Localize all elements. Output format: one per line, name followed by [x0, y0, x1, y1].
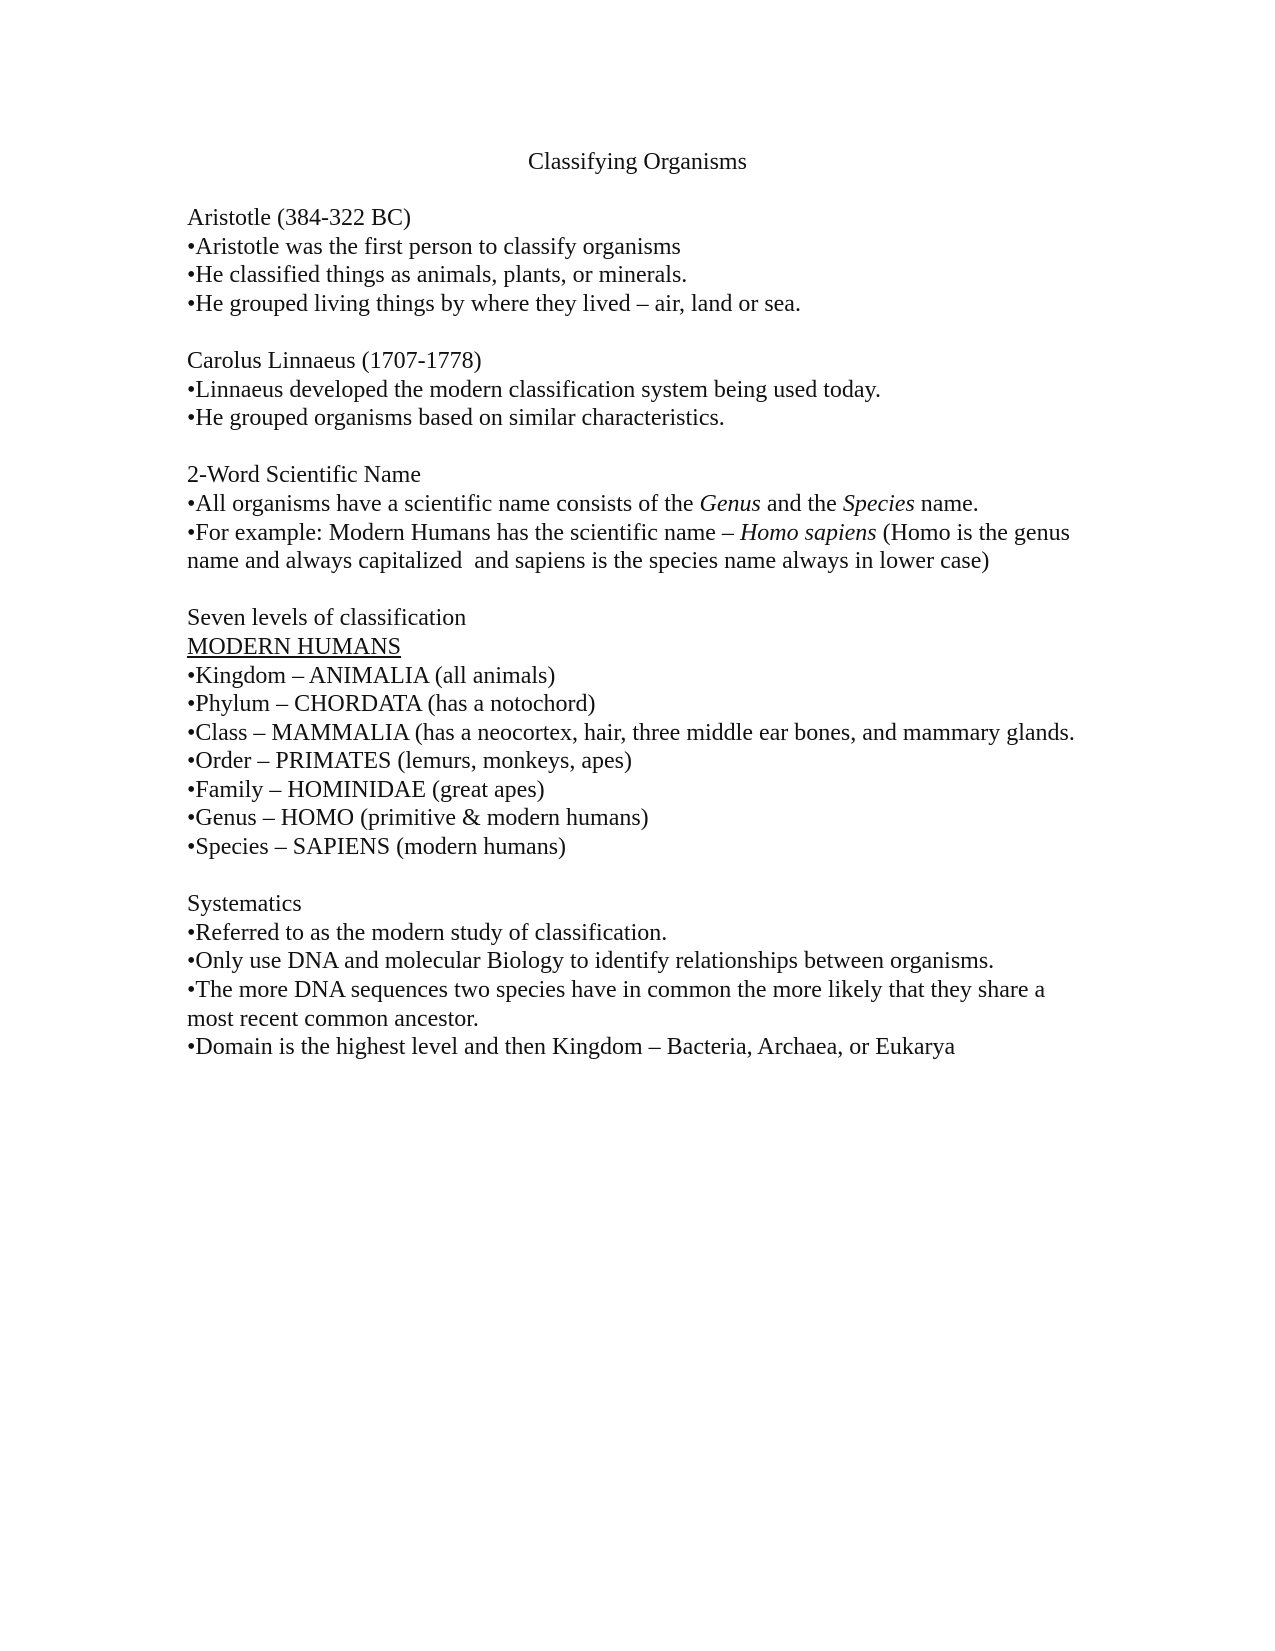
bullet-item: •Kingdom – ANIMALIA (all animals) [187, 662, 556, 689]
bullet-text: (Homo is the genus name and always capitalized and sapiens is the species name always in lower case) [187, 519, 1076, 575]
bullet-item: •He classified things as animals, plants, or minerals. [187, 262, 688, 289]
bullet-text: name. [914, 490, 979, 517]
bullet-text: and the [760, 490, 843, 517]
bullet-item: •Domain is the highest level and then Kingdom – Bacteria, Archaea, or Eukarya [187, 1034, 956, 1061]
bullet-item: •He grouped living things by where they lived – air, land or sea. [187, 290, 801, 317]
document-title: Classifying Organisms [528, 149, 747, 175]
bullet-item: •Linnaeus developed the modern classification system being used today. [187, 376, 881, 403]
bullet-item: •Phylum – CHORDATA (has a notochord) [187, 691, 596, 718]
bullet-item: •Family – HOMINIDAE (great apes) [187, 776, 545, 803]
bullet-item: •He grouped organisms based on similar characteristics. [187, 405, 725, 432]
bullet-text: •For example: Modern Humans has the scientific name – [187, 519, 740, 546]
section-heading: Seven levels of classification [187, 605, 467, 632]
bullet-item: •Referred to as the modern study of classification. [187, 919, 668, 946]
bullet-item [187, 519, 1087, 576]
bullet-item: •Order – PRIMATES (lemurs, monkeys, apes) [187, 748, 633, 775]
section-aristotle [187, 204, 1087, 318]
bullet-item: •Genus – HOMO (primitive & modern humans) [187, 805, 649, 832]
italic-species: Species [842, 490, 915, 517]
section-scientific-name [187, 461, 1087, 575]
bullet-item [187, 490, 1087, 519]
section-systematics [187, 890, 1087, 1062]
section-heading: Carolus Linnaeus (1707-1778) [187, 347, 482, 374]
subheading: MODERN HUMANS [187, 633, 402, 660]
document-body [187, 204, 1087, 1090]
bullet-item: •Species – SAPIENS (modern humans) [187, 834, 567, 861]
section-heading: Aristotle (384-322 BC) [187, 205, 411, 231]
bullet-item: •Aristotle was the first person to classify organisms [187, 233, 681, 260]
bullet-text: •All organisms have a scientific name consists of the [187, 490, 700, 517]
section-heading: Systematics [187, 891, 302, 918]
bullet-item: •The more DNA sequences two species have in common the more likely that they share a most recent common ancestor. [187, 977, 1052, 1032]
section-linnaeus [187, 347, 1087, 433]
section-heading: 2-Word Scientific Name [187, 462, 421, 489]
bullet-item: •Only use DNA and molecular Biology to identify relationships between organisms. [187, 948, 995, 975]
italic-scientific-name: Homo sapiens [739, 519, 877, 546]
bullet-item: •Class – MAMMALIA (has a neocortex, hair, three middle ear bones, and mammary glands. [187, 719, 1075, 746]
section-classification-levels [187, 604, 1087, 861]
italic-genus: Genus [699, 490, 761, 517]
